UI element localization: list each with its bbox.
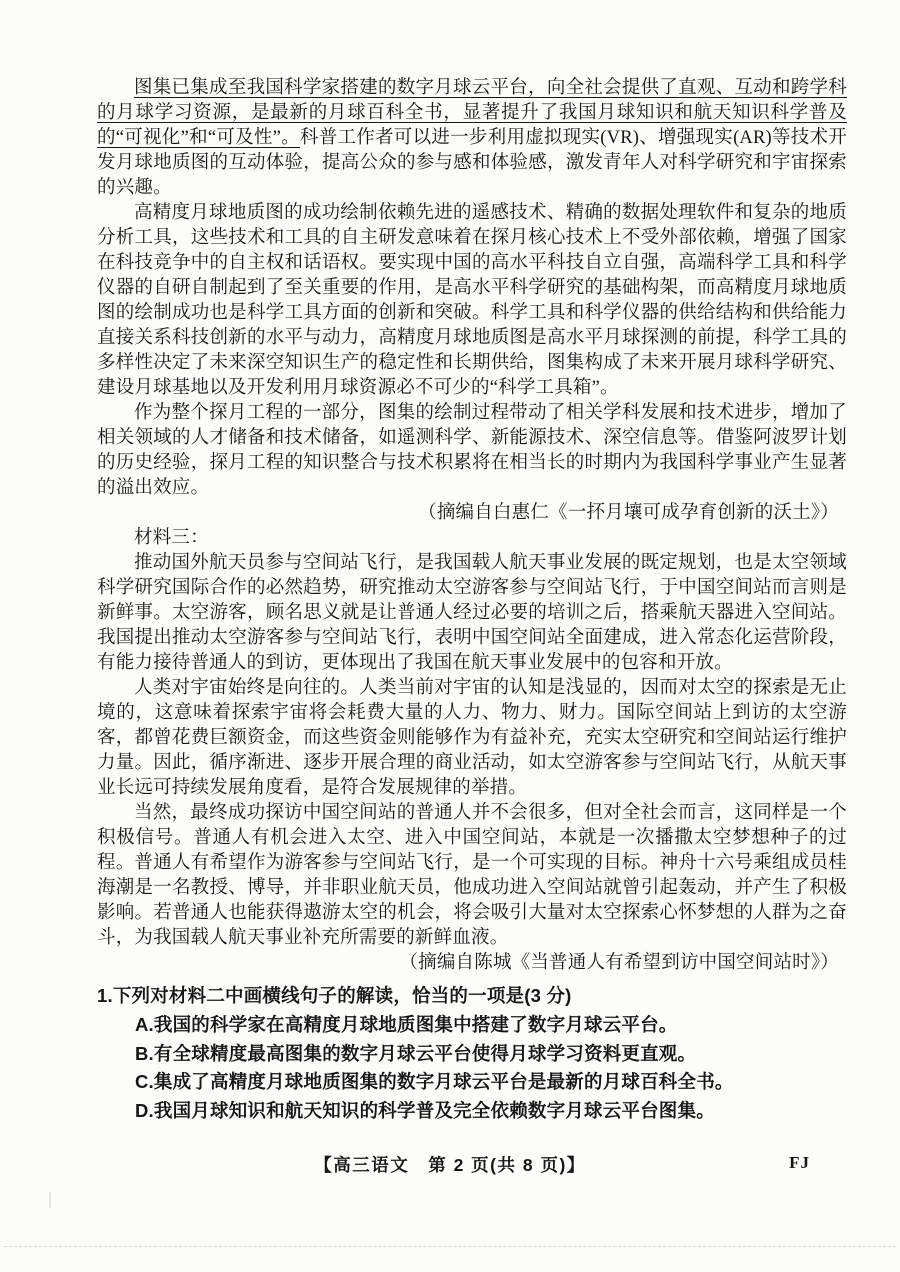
scan-artifact-dashed-line <box>4 1246 896 1247</box>
question-1-option-d: D.我国月球知识和航天知识的科学普及完全依赖数字月球云平台图集。 <box>135 1099 715 1121</box>
paragraph-continuation: 科普工作者可以进一步利用虚拟现实(VR)、增强现实(AR)等技术开发月球地质图的互动体验，提高公众的参与感和体验感，激发青年人对科学研究和宇宙探索的兴趣。 <box>97 128 847 198</box>
material2-paragraph-cloud-platform <box>97 76 847 201</box>
footer-paper-code: FJ <box>789 1153 810 1172</box>
scan-artifact-mark <box>49 1192 51 1208</box>
footer-page-number: 【高三语文 第 2 页(共 8 页)】 <box>314 1155 586 1175</box>
question-1-stem: 1.下列对材料二中画横线句子的解读，恰当的一项是(3 分) <box>97 985 572 1006</box>
material3-heading: 材料三： <box>134 528 209 548</box>
material3-paragraph-cosmos-exploration: 人类对宇宙始终是向往的。人类当前对宇宙的认知是浅显的，因而对太空的探索是无止境的，这意味着探索宇宙将会耗费大量的人力、物力、财力。国际空间站上到访的太空游客，都曾花费巨额资金，而这些资金则能够作为有益补充，充实太空研究和空间站运行维护力量。因此，循序渐进、逐步开展合理的商业活动，如太空游客参与空间站飞行，从航天事业长远可持续发展角度看，是符合发展规律的举措。 <box>97 678 847 798</box>
material2-attribution: （摘编自白惠仁《一抔月壤可成孕育创新的沃土》） <box>418 503 839 523</box>
page-footer <box>0 1152 900 1182</box>
question-1 <box>97 981 847 1125</box>
underlined-sentence: 图集已集成至我国科学家搭建的数字月球云平台，向全社会提供了直观、互动和跨学科的月球学习资源，是最新的月球百科全书，显著提升了我国月球知识和航天知识科学普及的“可视化”和“可及性”。 <box>97 78 847 148</box>
question-1-option-b: B.有全球精度最高图集的数字月球云平台使得月球学习资料更直观。 <box>135 1042 697 1064</box>
question-1-option-a: A.我国的科学家在高精度月球地质图集中搭建了数字月球云平台。 <box>135 1014 678 1035</box>
material2-paragraph-lunar-program: 作为整个探月工程的一部分，图集的绘制过程带动了相关学科发展和技术进步，增加了相关领域的人才储备和技术储备，如遥测科学、新能源技术、深空信息等。借鉴阿波罗计划的历史经验，探月工程的知识整合与技术积累将在相当长的时期内为我国科学事业产生显著的溢出效应。 <box>97 403 847 498</box>
question-1-option-c: C.集成了高精度月球地质图集的数字月球云平台是最新的月球百科全书。 <box>135 1071 734 1092</box>
material3-attribution: （摘编自陈城《当普通人有希望到访中国空间站时》） <box>399 953 839 973</box>
material2-paragraph-geologic-map: 高精度月球地质图的成功绘制依赖先进的遥感技术、精确的数据处理软件和复杂的地质分析工具，这些技术和工具的自主研发意味着在探月核心技术上不受外部依赖，增强了国家在科技竞争中的自主权和话语权。要实现中国的高水平科技自立自强，高端科学工具和科学仪器的自研自制起到了至关重要的作用，是高水平科学研究的基础构架，而高精度月球地质图的绘制成功也是科学工具方面的创新和突破。科学工具和科学仪器的供给结构和供给能力直接关系科技创新的水平与动力，高精度月球地质图是高水平月球探测的前提，科学工具的多样性决定了未来深空知识生产的稳定性和长期供给，图集构成了未来开展月球科学研究、建设月球基地以及开发利用月球资源必不可少的“科学工具箱”。 <box>97 203 847 398</box>
page-body-text <box>97 76 847 1125</box>
material3-paragraph-space-tourists: 推动国外航天员参与空间站飞行，是我国载人航天事业发展的既定规划，也是太空领域科学研究国际合作的必然趋势，研究推动太空游客参与空间站飞行，于中国空间站而言则是新鲜事。太空游客，顾名思义就是让普通人经过必要的培训之后，搭乘航天器进入空间站。我国提出推动太空游客参与空间站飞行，表明中国空间站全面建成，进入常态化运营阶段，有能力接待普通人的到访，更体现出了我国在航天事业发展中的包容和开放。 <box>97 553 847 673</box>
material3-paragraph-ordinary-people: 当然，最终成功探访中国空间站的普通人并不会很多，但对全社会而言，这同样是一个积极信号。普通人有机会进入太空、进入中国空间站，本就是一次播撒太空梦想种子的过程。普通人有希望作为游客参与空间站飞行，是一个可实现的目标。神舟十六号乘组成员桂海潮是一名教授、博导，并非职业航天员，他成功进入空间站就曾引起轰动，并产生了积极影响。若普通人也能获得遨游太空的机会，将会吸引大量对太空探索心怀梦想的人群为之奋斗，为我国载人航天事业补充所需要的新鲜血液。 <box>97 803 847 948</box>
